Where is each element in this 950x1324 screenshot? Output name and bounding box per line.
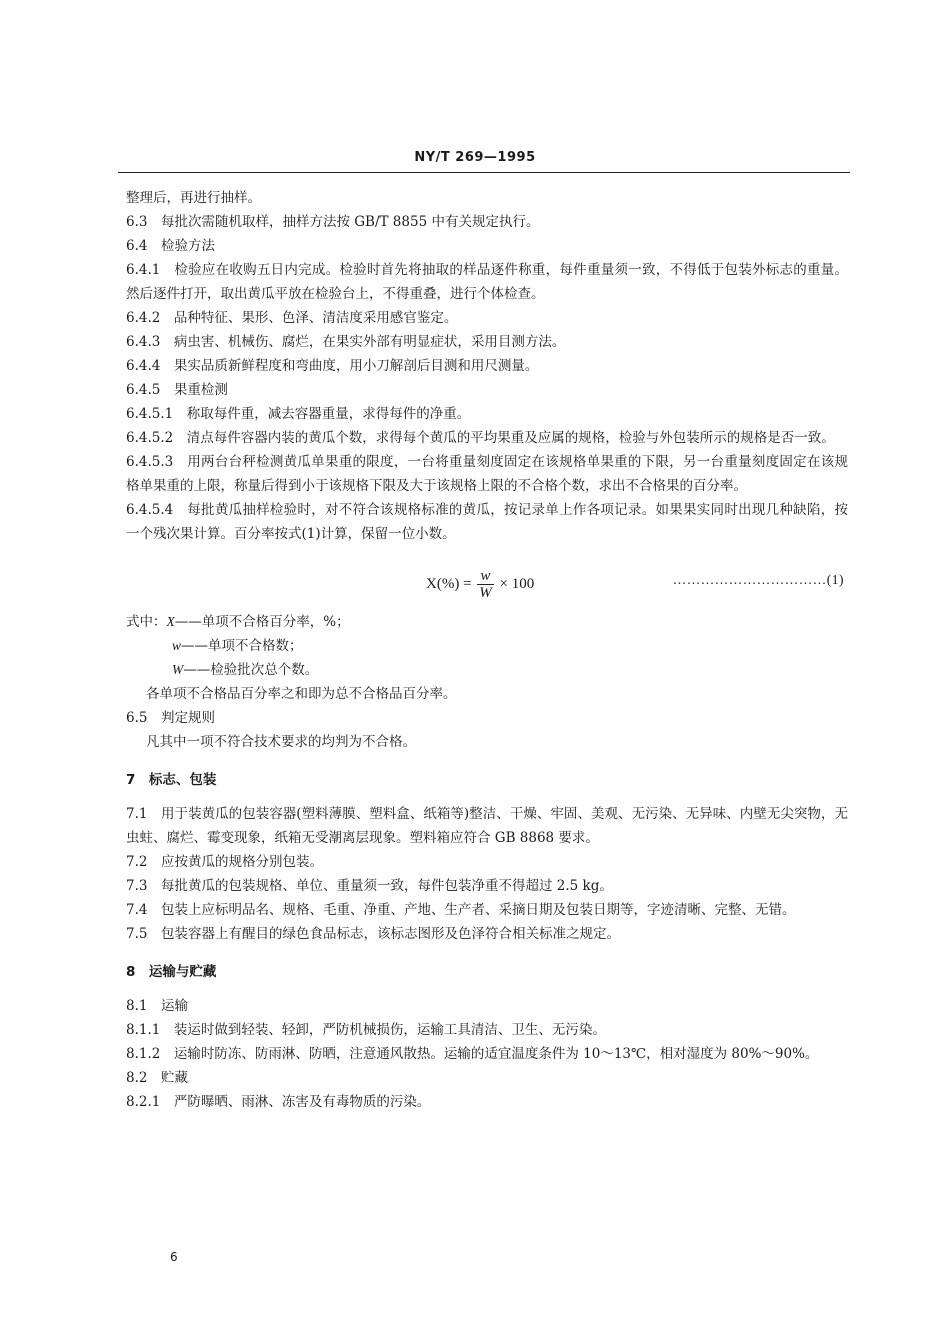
formula-number: ……………………………(1) xyxy=(672,572,844,587)
clause-7-4: 7.4 包装上应标明品名、规格、毛重、净重、产地、生产者、采摘日期及包装日期等，字迹清晰、完整、无错。 xyxy=(126,902,796,918)
clause-6-4-title: 6.4 检验方法 xyxy=(126,238,215,254)
formula-fraction xyxy=(477,568,494,601)
clause-7-2: 7.2 应按黄瓜的规格分别包装。 xyxy=(126,854,323,870)
legend-w-var: w xyxy=(172,638,182,653)
legend-W xyxy=(126,658,848,682)
formula-expression xyxy=(426,568,534,601)
clause-6-4-5-title: 6.4.5 果重检测 xyxy=(126,382,228,398)
legend-x-var: X xyxy=(166,614,175,629)
clause-6-5-title: 6.5 判定规则 xyxy=(126,710,215,726)
clause-7-1: 7.1 用于装黄瓜的包装容器(塑料薄膜、塑料盒、纸箱等)整洁、干燥、牢固、美观、无污染、无异味、内壁无尖突物，无虫蛀、腐烂、霉变现象，纸箱无受潮离层现象。塑料箱应符合 GB 8868 要求。 xyxy=(126,806,848,846)
formula-numerator: w xyxy=(477,568,494,585)
legend-w xyxy=(126,634,848,658)
clause-6-5-text: 凡其中一项不符合技术要求的均判为不合格。 xyxy=(146,734,416,750)
formula-denominator: W xyxy=(479,585,492,601)
section-8-title: 8 运输与贮藏 xyxy=(126,964,217,980)
clause-8-2: 8.2 贮藏 xyxy=(126,1070,188,1086)
clause-8-1-1: 8.1.1 装运时做到轻装、轻卸，严防机械损伤，运输工具清洁、卫生、无污染。 xyxy=(126,1022,606,1038)
clause-6-4-3: 6.4.3 病虫害、机械伤、腐烂，在果实外部有明显症状，采用目测方法。 xyxy=(126,334,566,350)
paragraph-continuation: 整理后，再进行抽样。 xyxy=(126,190,261,206)
clause-6-4-4: 6.4.4 果实品质新鲜程度和弯曲度，用小刀解剖后目测和用尺测量。 xyxy=(126,358,539,374)
document-body xyxy=(126,186,848,1114)
legend-x xyxy=(126,610,848,634)
clause-6-4-5-3: 6.4.5.3 用两台台秤检测黄瓜单果重的限度，一台将重量刻度固定在该规格单果重的下限，另一台重量刻度固定在该规格单果重的上限，称量后得到小于该规格下限及大于该规格上限的不合格个数，求出不合格果的百分率。 xyxy=(126,454,848,494)
clause-7-5: 7.5 包装容器上有醒目的绿色食品标志，该标志图形及色泽符合相关标准之规定。 xyxy=(126,926,620,942)
formula-1 xyxy=(126,554,848,610)
legend-w-desc: ——单项不合格数； xyxy=(181,638,303,654)
section-7-title: 7 标志、包装 xyxy=(126,772,217,788)
clause-6-4-5-2: 6.4.5.2 清点每件容器内装的黄瓜个数，求得每个黄瓜的平均果重及应属的规格，检验与外包装所示的规格是否一致。 xyxy=(126,430,835,446)
clause-6-4-5-1: 6.4.5.1 称取每件重，减去容器重量，求得每件的净重。 xyxy=(126,406,471,422)
clause-8-2-1: 8.2.1 严防曝晒、雨淋、冻害及有毒物质的污染。 xyxy=(126,1094,431,1110)
formula-lhs: X(%) = xyxy=(426,575,472,592)
clause-6-3: 6.3 每批次需随机取样，抽样方法按 GB/T 8855 中有关规定执行。 xyxy=(126,214,540,230)
clause-8-1: 8.1 运输 xyxy=(126,998,188,1014)
header-rule xyxy=(118,172,850,173)
legend-sum-note: 各单项不合格品百分率之和即为总不合格品百分率。 xyxy=(146,686,457,702)
legend-W-desc: ——检验批次总个数。 xyxy=(183,662,319,678)
legend-x-desc: ——单项不合格百分率，%； xyxy=(174,614,350,630)
clause-6-4-2: 6.4.2 品种特征、果形、色泽、清洁度采用感官鉴定。 xyxy=(126,310,458,326)
page-number: 6 xyxy=(170,1250,178,1264)
legend-intro: 式中： xyxy=(126,614,167,630)
clause-6-4-5-4: 6.4.5.4 每批黄瓜抽样检验时，对不符合该规格标准的黄瓜，按记录单上作各项记录。如果果实同时出现几种缺陷，按一个残次果计算。百分率按式(1)计算，保留一位小数。 xyxy=(126,502,848,542)
formula-rhs: × 100 xyxy=(499,575,535,592)
standard-code-header: NY/T 269—1995 xyxy=(414,150,536,165)
clause-7-3: 7.3 每批黄瓜的包装规格、单位、重量须一致，每件包装净重不得超过 2.5 kg。 xyxy=(126,878,613,894)
clause-6-4-1: 6.4.1 检验应在收购五日内完成。检验时首先将抽取的样品逐件称重，每件重量须一致，不得低于包装外标志的重量。然后逐件打开，取出黄瓜平放在检验台上，不得重叠，进行个体检查。 xyxy=(126,262,848,302)
clause-8-1-2: 8.1.2 运输时防冻、防雨淋、防晒，注意通风散热。运输的适宜温度条件为 10～13℃，相对湿度为 80%～90%。 xyxy=(126,1046,819,1062)
legend-W-var: W xyxy=(172,662,184,677)
